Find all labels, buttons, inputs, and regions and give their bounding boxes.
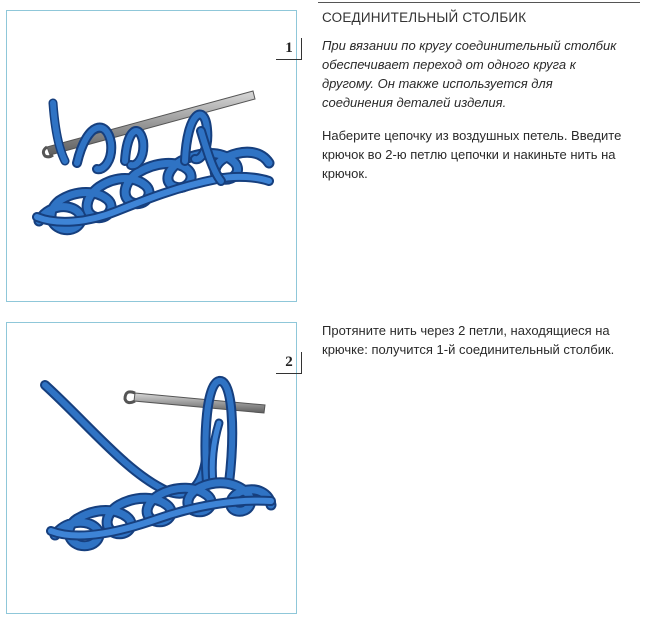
step-number-2: 2 (276, 352, 302, 372)
step-1-intro: При вязании по кругу соединительный столбик обеспечивает переход от одного круга к другому. Он также используется для соединения деталей изделия. (322, 38, 617, 110)
illustration-step-1 (6, 10, 297, 302)
step-1-instruction: Наберите цепочку из воздушных петель. Введите крючок во 2-ю петлю цепочки и накиньте нить на крючок. (322, 128, 622, 181)
crochet-slip-stitch-icon (7, 323, 296, 613)
page-title: СОЕДИНИТЕЛЬНЫЙ СТОЛБИК (322, 10, 527, 25)
header-rule (318, 2, 640, 3)
step-number-1: 1 (276, 38, 302, 58)
step-2-instruction: Протяните нить через 2 петли, находящиеся на крючке: получится 1-й соединительный столбик. (322, 323, 615, 357)
crochet-chain-hook-icon (7, 11, 296, 301)
illustration-step-2 (6, 322, 297, 614)
